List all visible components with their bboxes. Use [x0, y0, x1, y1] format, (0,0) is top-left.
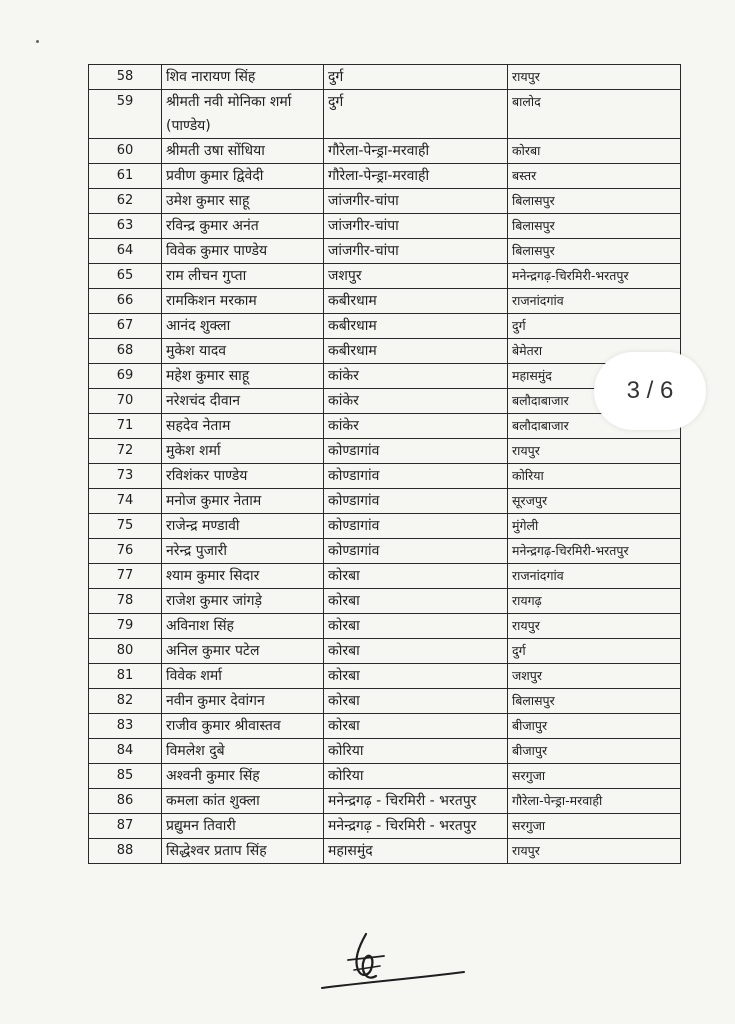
from-district: दुर्ग: [324, 65, 508, 90]
to-district: राजनांदगांव: [508, 564, 681, 589]
to-district: दुर्ग: [508, 639, 681, 664]
from-district: दुर्ग: [324, 90, 508, 139]
scan-speck: [36, 40, 39, 43]
employee-name: विमलेश दुबे: [162, 739, 324, 764]
serial-number: 87: [89, 814, 162, 839]
table-row: [89, 164, 681, 189]
employee-name: रविशंकर पाण्डेय: [162, 464, 324, 489]
employee-name: श्रीमती उषा सोंधिया: [162, 139, 324, 164]
to-district: बलौदाबाजार: [508, 389, 681, 414]
to-district: कोरबा: [508, 139, 681, 164]
employee-name: अश्वनी कुमार सिंह: [162, 764, 324, 789]
serial-number: 88: [89, 839, 162, 864]
table-row: [89, 289, 681, 314]
serial-number: 84: [89, 739, 162, 764]
serial-number: 81: [89, 664, 162, 689]
serial-number: 80: [89, 639, 162, 664]
table-row: [89, 639, 681, 664]
serial-number: 63: [89, 214, 162, 239]
serial-number: 67: [89, 314, 162, 339]
table-row: [89, 139, 681, 164]
from-district: कबीरधाम: [324, 314, 508, 339]
table-row: [89, 514, 681, 539]
table-row: [89, 464, 681, 489]
employee-name: शिव नारायण सिंह: [162, 65, 324, 90]
from-district: कांकेर: [324, 389, 508, 414]
from-district: कोण्डागांव: [324, 464, 508, 489]
from-district: कोरबा: [324, 564, 508, 589]
table-row: [89, 339, 681, 364]
table-row: [89, 789, 681, 814]
from-district: मनेन्द्रगढ़ - चिरमिरी - भरतपुर: [324, 814, 508, 839]
serial-number: 59: [89, 90, 162, 139]
table-row: [89, 439, 681, 464]
employee-name: राजेश कुमार जांगड़े: [162, 589, 324, 614]
transfer-table: [88, 64, 681, 864]
table-row: [89, 389, 681, 414]
employee-name: रामकिशन मरकाम: [162, 289, 324, 314]
employee-name: मुकेश यादव: [162, 339, 324, 364]
serial-number: 70: [89, 389, 162, 414]
table-row: [89, 714, 681, 739]
table-body: [89, 65, 681, 864]
to-district: मनेन्द्रगढ़-चिरमिरी-भरतपुर: [508, 539, 681, 564]
employee-name: सिद्धेश्वर प्रताप सिंह: [162, 839, 324, 864]
serial-number: 68: [89, 339, 162, 364]
to-district: रायपुर: [508, 439, 681, 464]
serial-number: 71: [89, 414, 162, 439]
to-district: बस्तर: [508, 164, 681, 189]
serial-number: 64: [89, 239, 162, 264]
table-row: [89, 264, 681, 289]
serial-number: 69: [89, 364, 162, 389]
from-district: कबीरधाम: [324, 289, 508, 314]
employee-name: नवीन कुमार देवांगन: [162, 689, 324, 714]
to-district: कोरिया: [508, 464, 681, 489]
serial-number: 73: [89, 464, 162, 489]
serial-number: 65: [89, 264, 162, 289]
table-row: [89, 90, 681, 139]
serial-number: 79: [89, 614, 162, 639]
employee-name: राजीव कुमार श्रीवास्तव: [162, 714, 324, 739]
serial-number: 62: [89, 189, 162, 214]
table-row: [89, 189, 681, 214]
to-district: गौरेला-पेन्ड्रा-मरवाही: [508, 789, 681, 814]
to-district: रायपुर: [508, 839, 681, 864]
employee-name: राजेन्द्र मण्डावी: [162, 514, 324, 539]
employee-name: प्रवीण कुमार द्विवेदी: [162, 164, 324, 189]
from-district: कोरबा: [324, 664, 508, 689]
to-district: बेमेतरा: [508, 339, 681, 364]
table-row: [89, 739, 681, 764]
to-district: बलौदाबाजार: [508, 414, 681, 439]
employee-name: मुकेश शर्मा: [162, 439, 324, 464]
from-district: कोण्डागांव: [324, 539, 508, 564]
table-row: [89, 489, 681, 514]
serial-number: 77: [89, 564, 162, 589]
from-district: जांजगीर-चांपा: [324, 214, 508, 239]
employee-name: प्रद्युमन तिवारी: [162, 814, 324, 839]
from-district: मनेन्द्रगढ़ - चिरमिरी - भरतपुर: [324, 789, 508, 814]
to-district: बीजापुर: [508, 714, 681, 739]
from-district: जांजगीर-चांपा: [324, 189, 508, 214]
table-row: [89, 689, 681, 714]
signature: [318, 926, 478, 996]
from-district: कांकेर: [324, 364, 508, 389]
from-district: कबीरधाम: [324, 339, 508, 364]
from-district: कांकेर: [324, 414, 508, 439]
from-district: कोरिया: [324, 739, 508, 764]
employee-name: उमेश कुमार साहू: [162, 189, 324, 214]
to-district: सूरजपुर: [508, 489, 681, 514]
table-row: [89, 614, 681, 639]
to-district: सरगुजा: [508, 814, 681, 839]
table-row: [89, 814, 681, 839]
serial-number: 58: [89, 65, 162, 90]
from-district: जांजगीर-चांपा: [324, 239, 508, 264]
table-row: [89, 65, 681, 90]
employee-name: रविन्द्र कुमार अनंत: [162, 214, 324, 239]
to-district: रायपुर: [508, 614, 681, 639]
employee-name: अनिल कुमार पटेल: [162, 639, 324, 664]
serial-number: 85: [89, 764, 162, 789]
serial-number: 86: [89, 789, 162, 814]
to-district: रायगढ़: [508, 589, 681, 614]
to-district: मुंगेली: [508, 514, 681, 539]
serial-number: 82: [89, 689, 162, 714]
employee-name: श्याम कुमार सिदार: [162, 564, 324, 589]
employee-name: नरेन्द्र पुजारी: [162, 539, 324, 564]
table-row: [89, 364, 681, 389]
table-row: [89, 414, 681, 439]
employee-name: महेश कुमार साहू: [162, 364, 324, 389]
to-district: राजनांदगांव: [508, 289, 681, 314]
to-district: बालोद: [508, 90, 681, 139]
from-district: गौरेला-पेन्ड्रा-मरवाही: [324, 139, 508, 164]
serial-number: 83: [89, 714, 162, 739]
to-district: बिलासपुर: [508, 239, 681, 264]
table-row: [89, 664, 681, 689]
table-row: [89, 564, 681, 589]
serial-number: 72: [89, 439, 162, 464]
table-row: [89, 764, 681, 789]
serial-number: 76: [89, 539, 162, 564]
from-district: कोरबा: [324, 639, 508, 664]
table-row: [89, 589, 681, 614]
from-district: महासमुंद: [324, 839, 508, 864]
to-district: बिलासपुर: [508, 689, 681, 714]
employee-name: श्रीमती नवी मोनिका शर्मा (पाण्डेय): [162, 90, 324, 139]
employee-name: कमला कांत शुक्ला: [162, 789, 324, 814]
to-district: रायपुर: [508, 65, 681, 90]
serial-number: 74: [89, 489, 162, 514]
employee-name: सहदेव नेताम: [162, 414, 324, 439]
to-district: बिलासपुर: [508, 214, 681, 239]
from-district: कोण्डागांव: [324, 514, 508, 539]
page-indicator: 3 / 6: [594, 352, 706, 430]
to-district: जशपुर: [508, 664, 681, 689]
employee-name: नरेशचंद दीवान: [162, 389, 324, 414]
to-district: दुर्ग: [508, 314, 681, 339]
table-row: [89, 839, 681, 864]
table-row: [89, 239, 681, 264]
table-row: [89, 314, 681, 339]
to-district: बीजापुर: [508, 739, 681, 764]
from-district: कोरबा: [324, 714, 508, 739]
employee-name: मनोज कुमार नेताम: [162, 489, 324, 514]
table-row: [89, 214, 681, 239]
from-district: जशपुर: [324, 264, 508, 289]
from-district: कोण्डागांव: [324, 439, 508, 464]
employee-name: विवेक शर्मा: [162, 664, 324, 689]
from-district: कोरबा: [324, 589, 508, 614]
from-district: कोण्डागांव: [324, 489, 508, 514]
serial-number: 66: [89, 289, 162, 314]
employee-name: अविनाश सिंह: [162, 614, 324, 639]
from-district: कोरबा: [324, 689, 508, 714]
to-district: बिलासपुर: [508, 189, 681, 214]
from-district: कोरबा: [324, 614, 508, 639]
table-row: [89, 539, 681, 564]
serial-number: 75: [89, 514, 162, 539]
from-district: गौरेला-पेन्ड्रा-मरवाही: [324, 164, 508, 189]
serial-number: 60: [89, 139, 162, 164]
from-district: कोरिया: [324, 764, 508, 789]
to-district: सरगुजा: [508, 764, 681, 789]
employee-name: आनंद शुक्ला: [162, 314, 324, 339]
to-district: मनेन्द्रगढ़-चिरमिरी-भरतपुर: [508, 264, 681, 289]
serial-number: 78: [89, 589, 162, 614]
employee-name: विवेक कुमार पाण्डेय: [162, 239, 324, 264]
to-district: महासमुंद: [508, 364, 681, 389]
employee-name: राम लीचन गुप्ता: [162, 264, 324, 289]
serial-number: 61: [89, 164, 162, 189]
